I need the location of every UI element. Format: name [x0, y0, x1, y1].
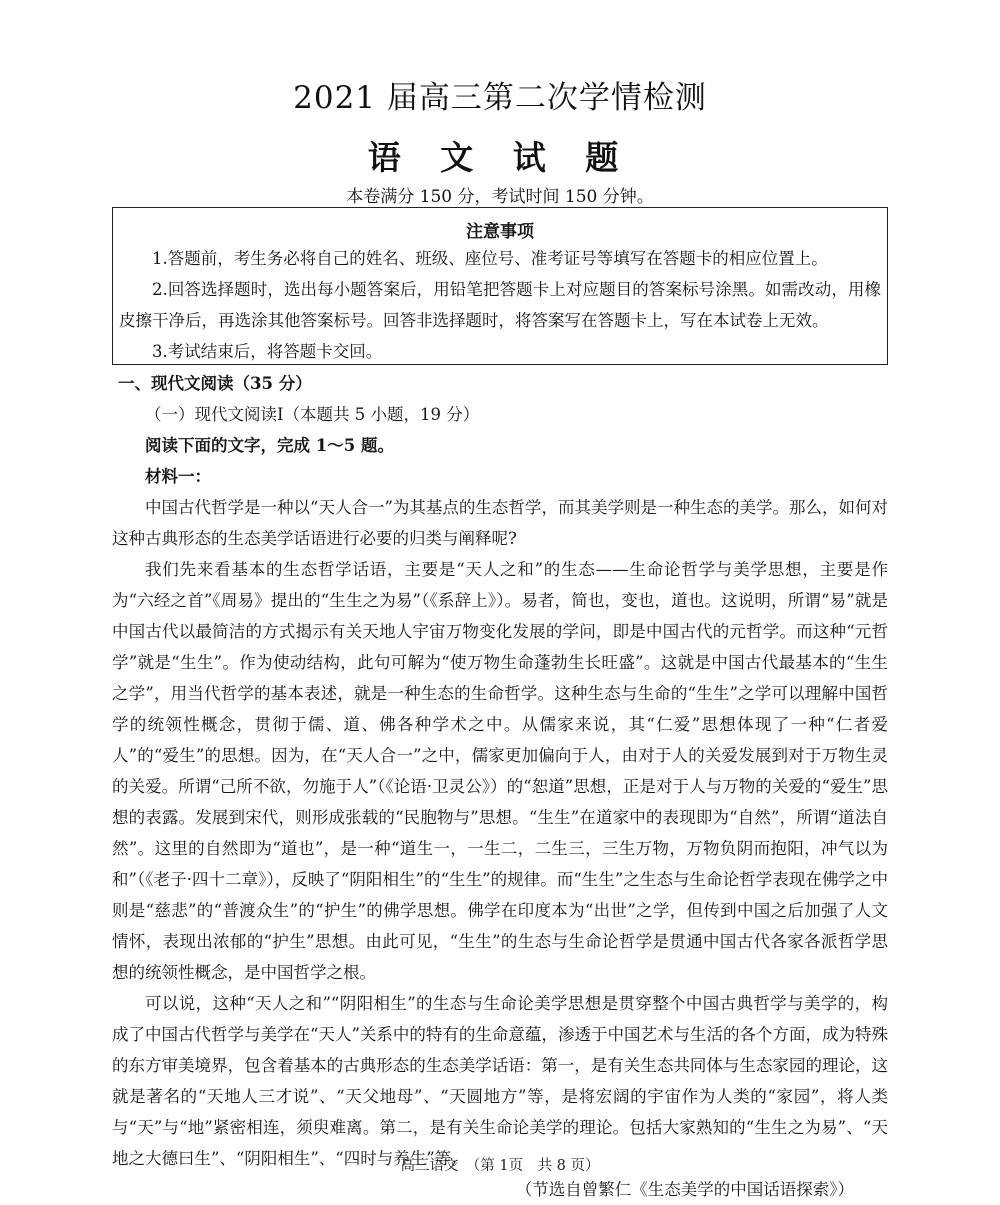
- notice-title: 注意事项: [466, 222, 534, 242]
- subject-title: 语 文 试 题: [367, 138, 633, 177]
- notice-item-3: 3.考试结束后，将答题卡交回。: [152, 342, 383, 361]
- notice-item-1: 1.答题前，考生务必将自己的姓名、班级、座位号、准考证号等填写在答题卡的相应位置上。: [152, 249, 828, 268]
- section-heading: 一、现代文阅读（35 分）: [118, 374, 312, 393]
- notice-item-2: 2.回答选择题时，选出每小题答案后，用铅笔把答题卡上对应题目的答案标号涂黑。如需改动，用橡皮擦干净后，再选涂其他答案标号。回答非选择题时，将答案写在答题卡上，写在本试卷上无效。: [119, 280, 881, 330]
- exam-title: 2021 届高三第二次学情检测: [293, 80, 707, 116]
- passage-paragraph-2: 我们先来看基本的生态哲学话语，主要是“天人之和”的生态——生命论哲学与美学思想，主要是作为“六经之首”《周易》提出的“生生之为易”（《系辞上》）。易者，简也，变也，道也。这说明，所谓“易”就是中国古代以最简洁的方式揭示有关天地人宇宙万物变化发展的学问，即是中国古代的元哲学。而这种“元哲学”就是“生生”。作为使动结构，此句可解为“使万物生命蓬勃生长旺盛”。这就是中国古代最基本的“生生之学”，用当代哲学的基本表述，就是一种生态的生命哲学。这种生态与生命的“生生”之学可以理解中国哲学的统领性概念，贯彻于儒、道、佛各种学术之中。从儒家来说，其“仁爱”思想体现了一种“仁者爱人”的“爱生”的思想。因为，在“天人合一”之中，儒家更加偏向于人，由对于人的关爱发展到对于万物生灵的关爱。所谓“己所不欲，勿施于人”（《论语·卫灵公》）的“恕道”思想，正是对于人与万物的关爱的“爱生”思想的表露。发展到宋代，则形成张载的“民胞物与”思想。“生生”在道家中的表现即为“自然”，所谓“道法自然”。这里的自然即为“道也”，是一种“道生一，一生二，二生三，三生万物，万物负阴而抱阳，冲气以为和”（《老子·四十二章》），反映了“阴阳相生”的“生生”的规律。而“生生”之生态与生命论哲学表现在佛学之中则是“慈悲”的“普渡众生”的“护生”的佛学思想。佛学在印度本为“出世”之学，但传到中国之后加强了人文情怀，表现出浓郁的“护生”思想。由此可见，“生生”的生态与生命论哲学是贯通中国古代各家各派哲学思想的统领性概念，是中国哲学之根。: [112, 560, 888, 982]
- passage-paragraph-3: 可以说，这种“天人之和”“阴阳相生”的生态与生命论美学思想是贯穿整个中国古典哲学与美学的，构成了中国古代哲学与美学在“天人”关系中的特有的生命意蕴，渗透于中国艺术与生活的各个方面，成为特殊的东方审美境界，包含着基本的古典形态的生态美学话语：第一，是有关生态共同体与生态家园的理论，这就是著名的“天地人三才说”、“天父地母”、“天圆地方”等，是将宏阔的宇宙作为人类的“家园”，将人类与“天”与“地”紧密相连，须臾难离。第二，是有关生命论美学的理论。包括大家熟知的“生生之为易”、“天地之大德曰生”、“阴阳相生”、“四时与养生”等。: [112, 994, 888, 1168]
- page-footer: 高三语文 （第 1页 共 8 页）: [400, 1158, 600, 1174]
- section-instruction: 阅读下面的文字，完成 1～5 题。: [145, 436, 394, 455]
- passage-paragraph-1: 中国古代哲学是一种以“天人合一”为其基点的生态哲学，而其美学则是一种生态的美学。那么，如何对这种古典形态的生态美学话语进行必要的归类与阐释呢?: [112, 498, 888, 548]
- exam-subtitle: 本卷满分 150 分，考试时间 150 分钟。: [346, 187, 654, 207]
- notice-box: [112, 207, 888, 365]
- section-subheading: （一）现代文阅读Ⅰ（本题共 5 小题，19 分）: [145, 405, 480, 424]
- passage-source: （节选自曾繁仁《生态美学的中国话语探索》）: [515, 1180, 854, 1199]
- material-label: 材料一：: [145, 467, 211, 486]
- section-block: [112, 368, 888, 1205]
